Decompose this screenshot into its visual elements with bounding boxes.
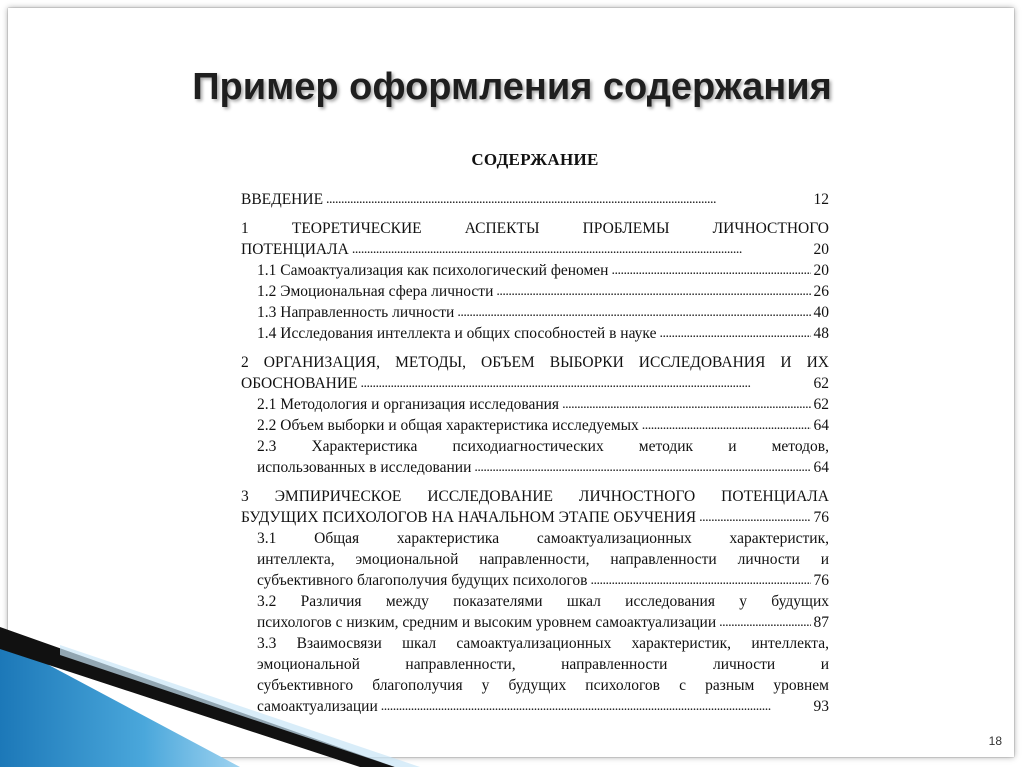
toc-page-number: 64 [813,417,829,434]
toc-page-number: 48 [813,325,829,342]
toc-entry-3-1-line2: интеллекта, эмоциональной направленности, направленности личности и [257,551,829,568]
toc-page-number: 20 [813,241,829,258]
corner-decoration [0,627,1024,767]
toc-entry-text: 1.2 Эмоциональная сфера личности [257,283,494,300]
toc-page-number: 62 [813,396,829,413]
toc-chapter-2-line2 [241,373,829,394]
toc-entry-3-1-line1: 3.1 Общая характеристика самоактуализационных характеристик, [257,530,829,547]
toc-entry-text: 1.3 Направленность личности [257,304,455,321]
toc-entry-text: БУДУЩИХ ПСИХОЛОГОВ НА НАЧАЛЬНОМ ЭТАПЕ ОБУЧЕНИЯ [241,509,697,526]
slide-title: Пример оформления содержания [192,66,832,108]
toc-leader-dots [326,189,810,210]
toc-entry-text: субъективного благополучия будущих психологов [257,572,588,589]
toc-entry-text: 2.2 Объем выборки и общая характеристика исследуемых [257,417,639,434]
toc-leader-dots [361,373,811,394]
toc-entry-2-3-line2 [241,457,829,478]
toc-entry-text: психологов с низким, средним и высоким уровнем самоактуализации [257,614,717,631]
toc-page-number: 76 [813,509,829,526]
toc-page-number: 64 [813,459,829,476]
toc-chapter-3-line2 [241,507,829,528]
toc-entry-1-4 [241,323,829,344]
toc-entry-1-2 [241,281,829,302]
toc-page-number: 20 [813,262,829,279]
toc-leader-dots [496,281,810,302]
toc-entry-text: ПОТЕНЦИАЛА [241,241,349,258]
toc-leader-dots [474,457,810,478]
toc-entry-text: ВВЕДЕНИЕ [241,191,324,208]
toc-entry-3-3-line3: субъективного благополучия у будущих психологов с разным уровнем [257,677,829,694]
toc-entry-2-1 [241,394,829,415]
toc-chapter-1-line1: 1 ТЕОРЕТИЧЕСКИЕ АСПЕКТЫ ПРОБЛЕМЫ ЛИЧНОСТНОГО [241,220,829,237]
toc-leader-dots [642,415,811,436]
toc-entry-3-3-line2: эмоциональной направленности, направленности личности и [257,656,829,673]
toc-leader-dots [457,302,810,323]
toc-entry-1-1 [241,260,829,281]
toc-entry-2-2 [241,415,829,436]
toc-page-number: 62 [813,375,829,392]
toc-entry-1-3 [241,302,829,323]
toc-page-number: 26 [813,283,829,300]
toc-entry-text: ОБОСНОВАНИЕ [241,375,358,392]
toc-entry-2-3-line1: 2.3 Характеристика психодиагностических методик и методов, [257,438,829,455]
toc-leader-dots [699,507,810,528]
toc-entry-text: 1.4 Исследования интеллекта и общих способностей в науке [257,325,657,342]
page-number: 18 [988,734,1002,748]
toc-leader-dots [659,323,810,344]
toc-entry-text: 2.1 Методология и организация исследования [257,396,560,413]
toc-leader-dots [562,394,810,415]
toc-page-number: 93 [813,698,829,715]
toc-chapter-2-line1: 2 ОРГАНИЗАЦИЯ, МЕТОДЫ, ОБЪЕМ ВЫБОРКИ ИССЛЕДОВАНИЯ И ИХ [241,354,829,371]
toc-leader-dots [591,570,811,591]
toc-leader-dots [352,239,811,260]
toc-entry-3-2-line1: 3.2 Различия между показателями шкал исследования у будущих [257,593,829,610]
toc-page-number: 76 [813,572,829,589]
toc-entry-3-3-line1: 3.3 Взаимосвязи шкал самоактуализационных характеристик, интеллекта, [257,635,829,652]
toc-chapter-3-line1: 3 ЭМПИРИЧЕСКОЕ ИССЛЕДОВАНИЕ ЛИЧНОСТНОГО ПОТЕНЦИАЛА [241,488,829,505]
toc-entry-text: самоактуализации [257,698,378,715]
toc-page-number: 40 [813,304,829,321]
toc-entry-text: 1.1 Самоактуализация как психологический феномен [257,262,609,279]
toc-entry-introduction [241,189,829,210]
toc-entry-3-1-line3 [241,570,829,591]
toc-entry-text: использованных в исследовании [257,459,472,476]
toc-heading: СОДЕРЖАНИЕ [471,150,599,169]
toc-chapter-1-line2 [241,239,829,260]
toc-leader-dots [611,260,810,281]
toc-page-number: 12 [813,191,829,208]
toc-page-number: 87 [813,614,829,631]
